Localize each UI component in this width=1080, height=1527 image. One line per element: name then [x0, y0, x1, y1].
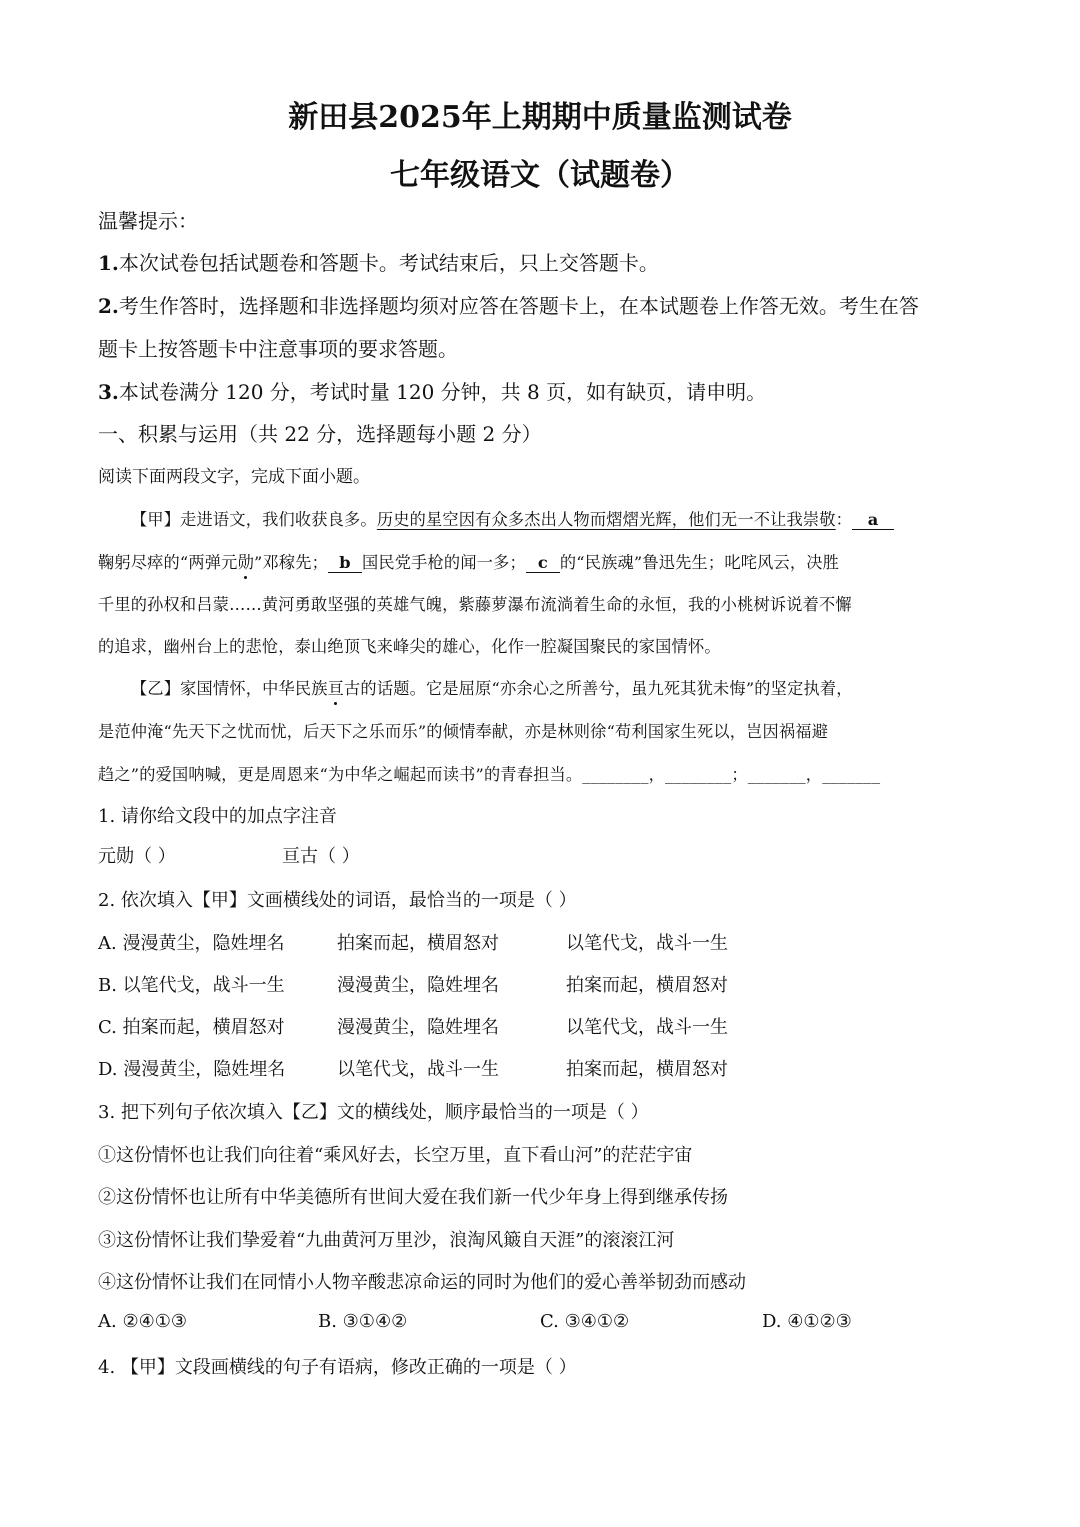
- question-2-option-b-1: B. 以笔代戈，战斗一生: [98, 975, 285, 996]
- notice-item-1: [98, 247, 659, 276]
- question-2-stem: 2. 依次填入【甲】文画横线处的词语，最恰当的一项是（ ）: [98, 890, 577, 911]
- question-2-option-d-2: 以笔代戈，战斗一生: [337, 1059, 499, 1080]
- notice-item-1-text: 本次试卷包括试题卷和答题卡。考试结束后，只上交答题卡。: [118, 251, 659, 275]
- question-1-answer-a: 元勋（ ）: [98, 846, 176, 867]
- notice-item-2: [98, 290, 919, 319]
- dotted-char-xun: 勋: [237, 553, 254, 572]
- passage-jia-line-2: 鞠躬尽瘁的“两弹元勋”邓稼先； b 国民党手枪的闻一多； c 的“民族魂”鲁迅先生；叱咤风云，决胜: [98, 553, 840, 572]
- question-2-option-d-1: D. 漫漫黄尘，隐姓埋名: [98, 1059, 286, 1080]
- question-3-sentence-3: ③这份情怀让我们挚爱着“九曲黄河万里沙，浪淘风簸自天涯”的滚滚江河: [98, 1230, 675, 1251]
- passage-yi-line-2: 是范仲淹“先天下之忧而忧，后天下之乐而乐”的倾情奉献，亦是林则徐“苟利国家生死以，岂因祸福避: [98, 722, 829, 741]
- passage-jia-line-3: 千里的孙权和吕蒙……黄河勇敢坚强的英雄气魄，紫藤萝瀑布流淌着生命的永恒，我的小桃树诉说着不懈: [98, 595, 852, 614]
- exam-title: 新田县2025年上期期中质量监测试卷: [288, 100, 792, 135]
- blank-a: a: [852, 510, 894, 530]
- notice-item-2-cont: 题卡上按答题卡中注意事项的要求答题。: [98, 337, 458, 361]
- question-1-answer-b: 亘古（ ）: [282, 846, 360, 867]
- notice-item-3: [98, 376, 766, 405]
- question-2-option-a-2: 拍案而起，横眉怒对: [337, 933, 499, 954]
- passage-jia-line-1: 【甲】走进语文，我们收获良多。历史的星空因有众多杰出人物而熠熠光辉，他们无一不让我崇敬： a: [131, 506, 894, 530]
- question-2-option-c-2: 漫漫黄尘，隐姓埋名: [337, 1017, 499, 1038]
- notice-label: 温馨提示：: [98, 209, 198, 233]
- exam-subtitle: 七年级语文（试题卷）: [390, 158, 690, 193]
- question-2-option-a-3: 以笔代戈，战斗一生: [566, 933, 728, 954]
- question-3-option-a: A. ②④①③: [98, 1311, 187, 1332]
- underlined-sentence: 历史的星空因有众多杰出人物而熠熠光辉，他们无一不让我崇敬: [376, 510, 836, 529]
- question-2-option-d-3: 拍案而起，横眉怒对: [566, 1059, 728, 1080]
- blank-c: c: [526, 553, 560, 573]
- question-1-stem: 1. 请你给文段中的加点字注音: [98, 806, 337, 827]
- question-3-option-d: D. ④①②③: [762, 1311, 852, 1332]
- question-2-option-b-2: 漫漫黄尘，隐姓埋名: [337, 975, 499, 996]
- section-instruction: 阅读下面两段文字，完成下面小题。: [98, 467, 370, 487]
- notice-item-2-text: 考生作答时，选择题和非选择题均须对应答在答题卡上，在本试题卷上作答无效。考生在答: [118, 294, 919, 318]
- passage-yi-line-1: 【乙】家国情怀，中华民族亘古的话题。它是屈原“亦余心之所善兮，虽九死其犹未悔”的坚定执着，: [131, 679, 853, 698]
- question-3-option-c: C. ③④①②: [540, 1311, 630, 1332]
- question-3-sentence-2: ②这份情怀也让所有中华美德所有世间大爱在我们新一代少年身上得到继承传扬: [98, 1187, 728, 1208]
- question-3-stem: 3. 把下列句子依次填入【乙】文的横线处，顺序最恰当的一项是（ ）: [98, 1102, 649, 1123]
- passage-jia-line-4: 的追求，幽州台上的悲怆，泰山绝顶飞来峰尖的雄心，化作一腔凝国聚民的家国情怀。: [98, 637, 721, 656]
- question-3-sentence-1: ①这份情怀也让我们向往着“乘风好去，长空万里，直下看山河”的茫茫宇宙: [98, 1145, 693, 1166]
- notice-item-3-text: 本试卷满分 120 分，考试时量 120 分钟，共 8 页，如有缺页，请申明。: [118, 380, 767, 404]
- question-2-option-b-3: 拍案而起，横眉怒对: [566, 975, 728, 996]
- question-4-stem: 4. 【甲】文段画横线的句子有语病，修改正确的一项是（ ）: [98, 1357, 577, 1378]
- question-2-option-c-1: C. 拍案而起，横眉怒对: [98, 1017, 285, 1038]
- section-heading: 一、积累与运用（共 22 分，选择题每小题 2 分）: [98, 422, 542, 446]
- notice-item-3-number: 3.: [98, 380, 119, 404]
- question-3-option-b: B. ③①④②: [318, 1311, 408, 1332]
- blank-b: b: [328, 553, 362, 573]
- notice-item-2-number: 2.: [98, 294, 119, 318]
- dotted-char-gen: 亘: [327, 679, 345, 698]
- question-3-sentence-4: ④这份情怀让我们在同情小人物辛酸悲凉命运的同时为他们的爱心善举韧劲而感动: [98, 1272, 746, 1293]
- question-2-option-a-1: A. 漫漫黄尘，隐姓埋名: [98, 933, 285, 954]
- question-2-option-c-3: 以笔代戈，战斗一生: [566, 1017, 728, 1038]
- notice-item-1-number: 1.: [98, 251, 119, 275]
- passage-yi-line-3: 趋之”的爱国呐喊，更是周恩来“为中华之崛起而读书”的青春担当。________，________；_______，_______: [98, 765, 881, 784]
